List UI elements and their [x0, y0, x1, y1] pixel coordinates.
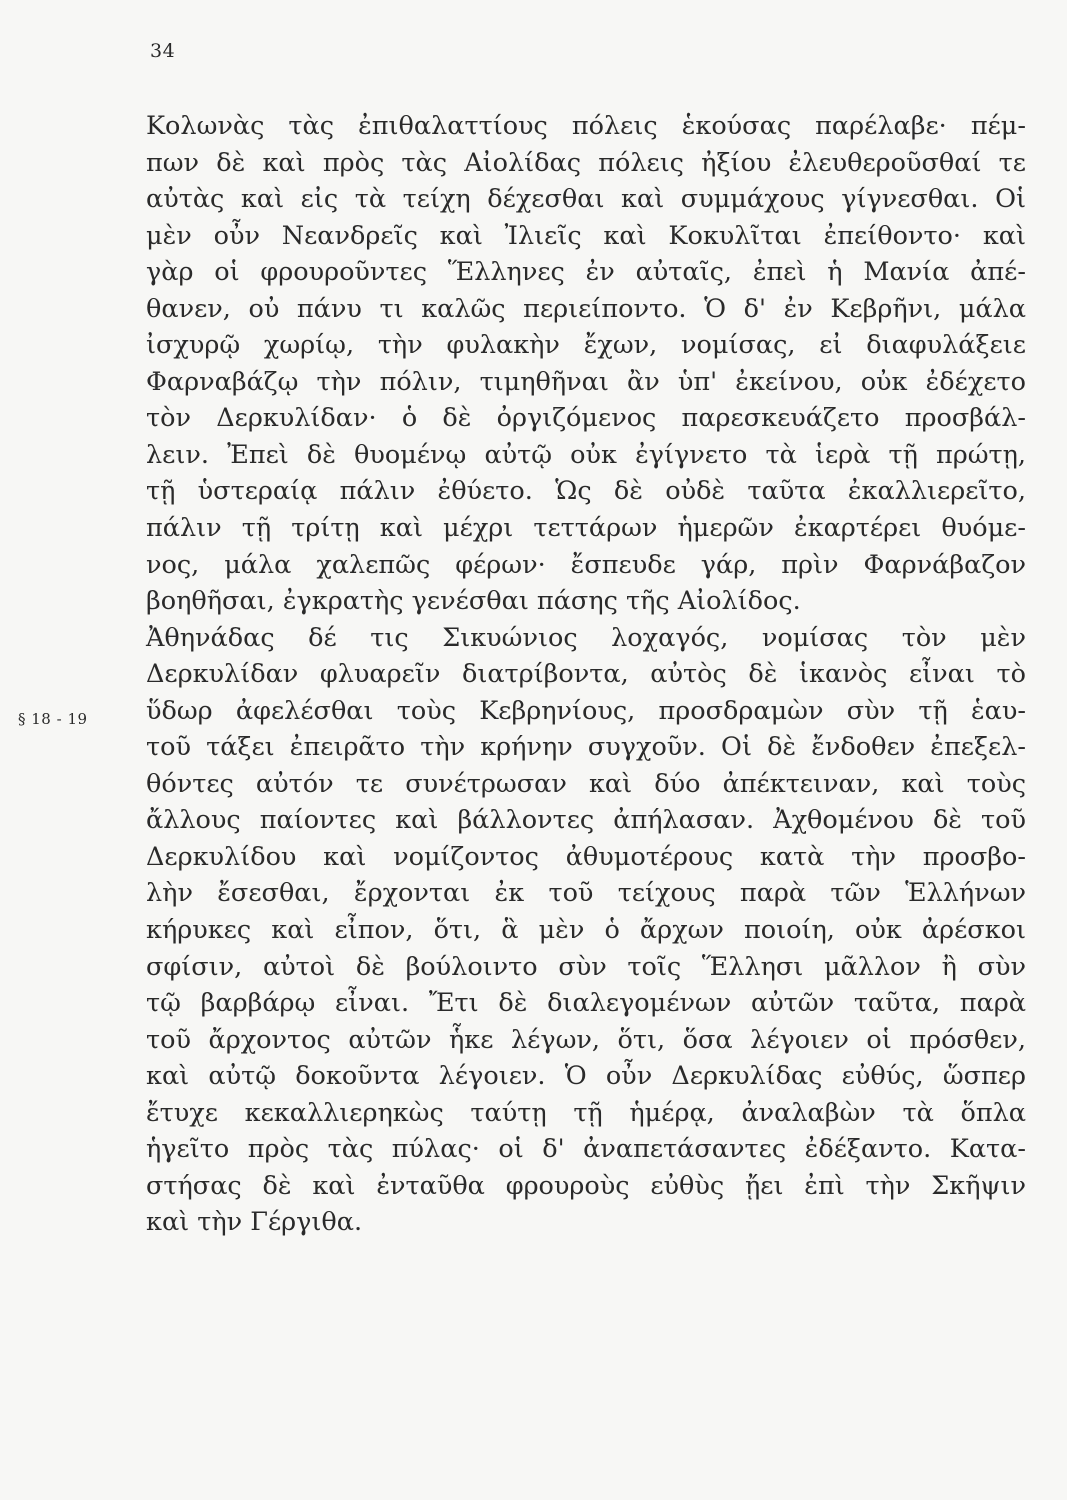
text-line: καὶ τὴν Γέργιθα. — [146, 1207, 363, 1238]
margin-section-reference: § 18 - 19 — [18, 710, 88, 728]
text-line: καὶ αὐτῷ δοκοῦντα λέγοιεν. Ὁ οὖν Δερκυλίδας εὐθύς, ὥσπερ — [146, 1061, 1026, 1092]
text-line: βοηθῆσαι, ἐγκρατὴς γενέσθαι πάσης τῆς Αἰολίδος. — [146, 586, 801, 617]
text-line: Φαρναβάζῳ τὴν πόλιν, τιμηθῆναι ἂν ὑπ' ἐκείνου, οὐκ ἐδέχετο — [146, 366, 1026, 397]
text-line: Δερκυλίδου καὶ νομίζοντος ἀθυμοτέρους κατὰ τὴν προσβο- — [146, 841, 1026, 872]
text-line: θανεν, οὐ πάνυ τι καλῶς περιείποντο. Ὁ δ' ἐν Κεβρῆνι, μάλα — [146, 293, 1026, 324]
text-line: στήσας δὲ καὶ ἐνταῦθα φρουροὺς εὐθὺς ᾔει ἐπὶ τὴν Σκῆψιν — [146, 1170, 1026, 1201]
text-line: λειν. Ἐπεὶ δὲ θυομένῳ αὐτῷ οὐκ ἐγίγνετο τὰ ἱερὰ τῇ πρώτῃ, — [146, 439, 1026, 470]
text-line: τῷ βαρβάρῳ εἶναι. Ἔτι δὲ διαλεγομένων αὐτῶν ταῦτα, παρὰ — [146, 988, 1026, 1019]
page-number: 34 — [150, 40, 176, 62]
text-line: θόντες αὐτόν τε συνέτρωσαν καὶ δύο ἀπέκτειναν, καὶ τοὺς — [146, 768, 1026, 799]
text-line: πάλιν τῇ τρίτῃ καὶ μέχρι τεττάρων ἡμερῶν ἐκαρτέρει θυόμε- — [146, 513, 1026, 544]
text-line: ἔτυχε κεκαλλιερηκὼς ταύτῃ τῇ ἡμέρᾳ, ἀναλαβὼν τὰ ὅπλα — [146, 1097, 1026, 1128]
text-line: τοῦ τάξει ἐπειρᾶτο τὴν κρήνην συγχοῦν. Οἱ δὲ ἔνδοθεν ἐπεξελ- — [146, 732, 1026, 763]
text-line: μὲν οὖν Νεανδρεῖς καὶ Ἰλιεῖς καὶ Κοκυλῖται ἐπείθοντο· καὶ — [146, 220, 1026, 251]
text-line: νος, μάλα χαλεπῶς φέρων· ἔσπευδε γάρ, πρὶν Φαρνάβαζον — [146, 549, 1026, 580]
text-line: ἄλλους παίοντες καὶ βάλλοντες ἀπήλασαν. Ἀχθομένου δὲ τοῦ — [146, 805, 1026, 836]
text-line: ἡγεῖτο πρὸς τὰς πύλας· οἱ δ' ἀναπετάσαντες ἐδέξαντο. Κατα- — [146, 1134, 1026, 1165]
text-line: τῇ ὑστεραίᾳ πάλιν ἐθύετο. Ὡς δὲ οὐδὲ ταῦτα ἐκαλλιερεῖτο, — [146, 476, 1026, 507]
text-line: λὴν ἔσεσθαι, ἔρχονται ἐκ τοῦ τείχους παρὰ τῶν Ἑλλήνων — [146, 878, 1026, 909]
text-line: σφίσιν, αὐτοὶ δὲ βούλοιντο σὺν τοῖς Ἕλλησι μᾶλλον ἢ σὺν — [146, 951, 1026, 982]
text-line: γὰρ οἱ φρουροῦντες Ἕλληνες ἐν αὐταῖς, ἐπεὶ ἡ Μανία ἀπέ- — [146, 257, 1026, 288]
text-line: Ἀθηνάδας δέ τις Σικυώνιος λοχαγός, νομίσας τὸν μὲν — [146, 622, 1026, 653]
text-line: τὸν Δερκυλίδαν· ὁ δὲ ὀργιζόμενος παρεσκευάζετο προσβάλ- — [146, 403, 1026, 434]
text-line: πων δὲ καὶ πρὸς τὰς Αἰολίδας πόλεις ἠξίου ἐλευθεροῦσθαί τε — [146, 147, 1026, 178]
text-line: αὐτὰς καὶ εἰς τὰ τείχη δέχεσθαι καὶ συμμάχους γίγνεσθαι. Οἱ — [146, 184, 1026, 215]
text-line: κήρυκες καὶ εἶπον, ὅτι, ἃ μὲν ὁ ἄρχων ποιοίη, οὐκ ἀρέσκοι — [146, 915, 1026, 946]
text-line: Δερκυλίδαν φλυαρεῖν διατρίβοντα, αὐτὸς δὲ ἱκανὸς εἶναι τὸ — [146, 659, 1026, 690]
text-line: Κολωνὰς τὰς ἐπιθαλαττίους πόλεις ἑκούσας παρέλαβε· πέμ- — [146, 111, 1026, 141]
text-line: τοῦ ἄρχοντος αὐτῶν ἧκε λέγων, ὅτι, ὅσα λέγοιεν οἱ πρόσθεν, — [146, 1024, 1026, 1055]
body-text — [146, 108, 1026, 1241]
text-line: ἰσχυρῷ χωρίῳ, τὴν φυλακὴν ἔχων, νομίσας, εἰ διαφυλάξειε — [146, 330, 1026, 361]
text-line: ὕδωρ ἀφελέσθαι τοὺς Κεβρηνίους, προσδραμὼν σὺν τῇ ἑαυ- — [146, 695, 1026, 726]
